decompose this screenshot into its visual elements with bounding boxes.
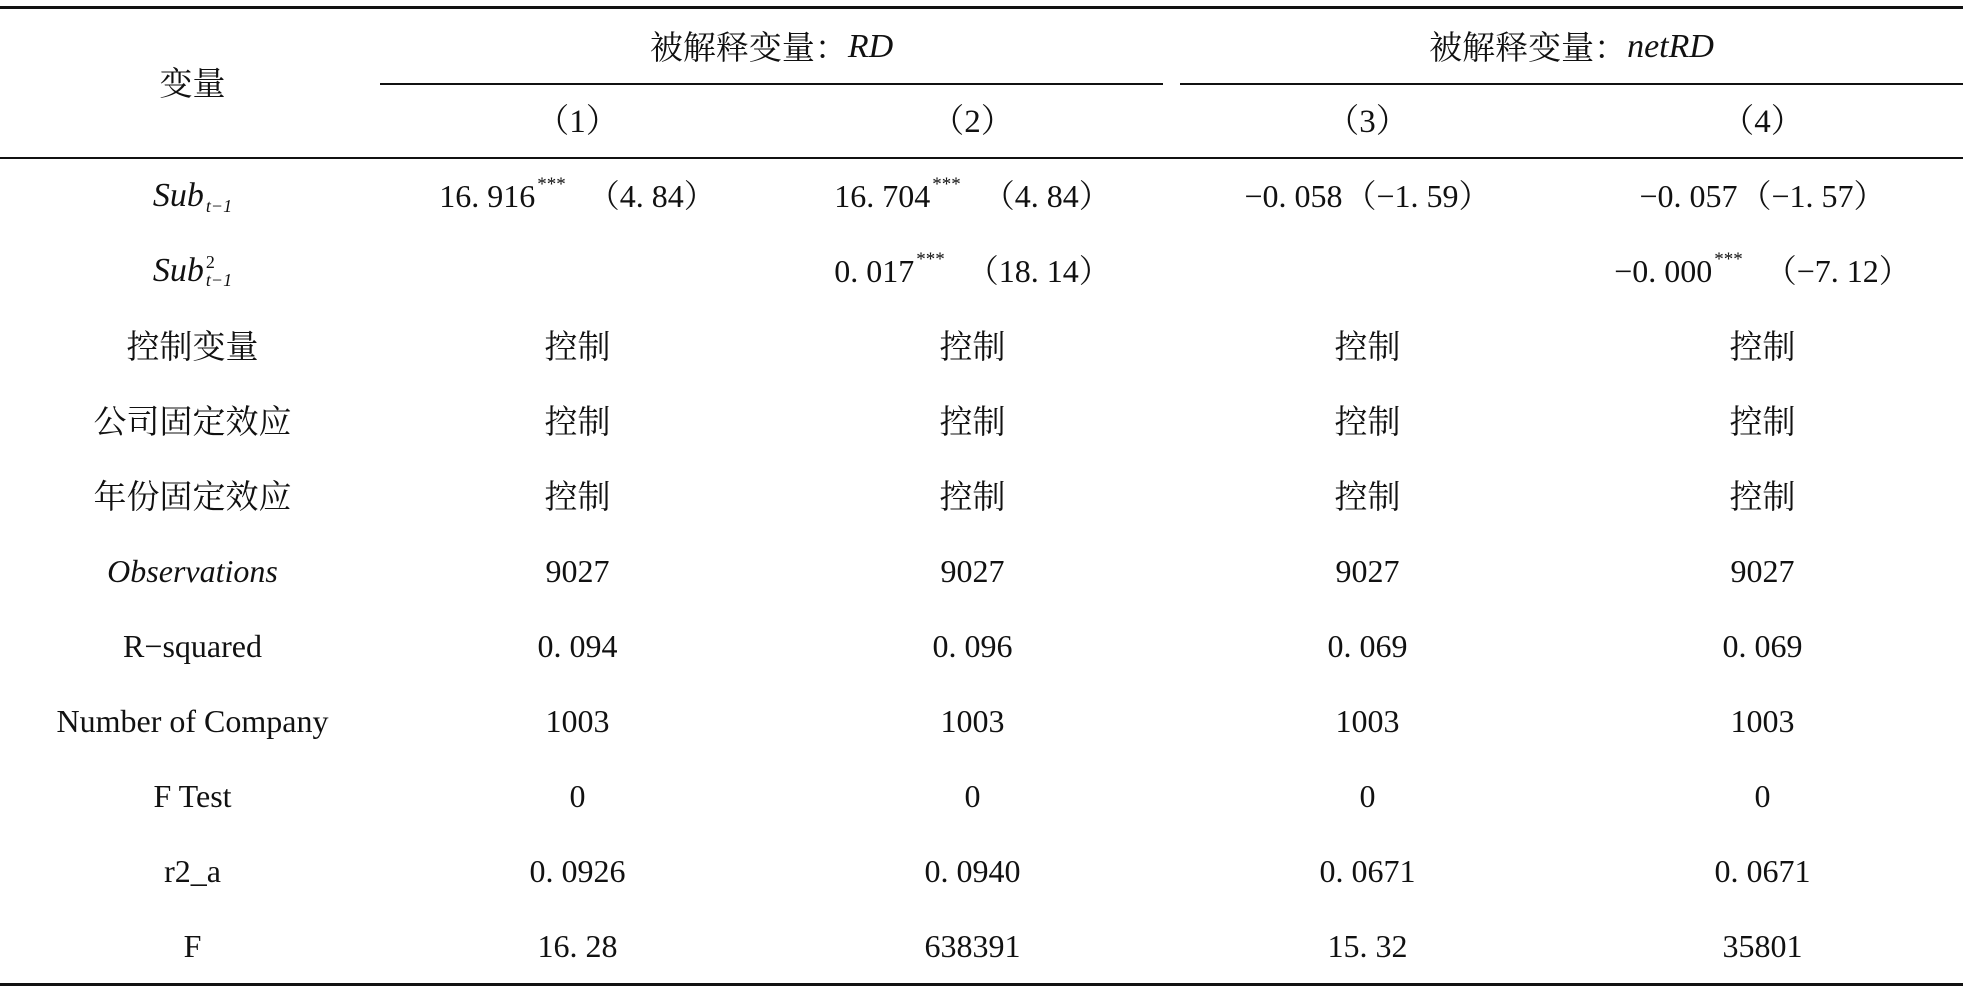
t-statistic: （18. 14） bbox=[966, 253, 1111, 289]
cell-controls-col2: 控制 bbox=[939, 326, 1006, 366]
t-statistic: （−1. 57） bbox=[1739, 178, 1886, 214]
cell-controls-col3: 控制 bbox=[1334, 326, 1401, 366]
cell-observations-col4: 9027 bbox=[1730, 553, 1795, 589]
coef: 0. 017 bbox=[834, 253, 915, 289]
coef: 16. 704 bbox=[834, 178, 931, 214]
cell-f-test-col1: 0 bbox=[569, 778, 586, 814]
cell-firm-fe-col2: 控制 bbox=[939, 401, 1006, 441]
cell-f-test-col2: 0 bbox=[964, 778, 981, 814]
cell-sub-lag-col1 bbox=[380, 166, 775, 226]
cell-number-of-company-col4: 1003 bbox=[1730, 703, 1795, 739]
row-label-sub-lag-main: Sub bbox=[152, 177, 204, 214]
cell-sub-squared-col1 bbox=[380, 241, 775, 301]
coef: −0. 000 bbox=[1614, 253, 1713, 289]
cell-sub-lag-col2 bbox=[775, 166, 1170, 226]
corner-label: 变量 bbox=[159, 63, 226, 103]
top-rule bbox=[0, 6, 1963, 9]
bottom-rule bbox=[0, 983, 1963, 986]
row-label-sub-squared-subscript: t−1 bbox=[205, 270, 233, 290]
column-header-3: （3） bbox=[1326, 103, 1409, 140]
cell-f-test-col3: 0 bbox=[1359, 778, 1376, 814]
coef: 16. 916 bbox=[439, 178, 536, 214]
cell-observations-col2: 9027 bbox=[940, 553, 1005, 589]
cell-r2-a-col4: 0. 0671 bbox=[1714, 853, 1811, 889]
group-header-netrd-var: netRD bbox=[1627, 28, 1714, 65]
coef: −0. 057 bbox=[1639, 178, 1738, 214]
column-header-1: （1） bbox=[536, 103, 619, 140]
row-label-sub-lag-subscript: t−1 bbox=[205, 196, 233, 216]
cell-year-fe-col4: 控制 bbox=[1729, 476, 1796, 516]
cell-f-col1: 16. 28 bbox=[537, 928, 618, 964]
group-rule-netrd bbox=[1180, 83, 1963, 85]
cell-firm-fe-col1: 控制 bbox=[544, 401, 611, 441]
cell-sub-lag-col4 bbox=[1565, 166, 1960, 226]
row-label-f: F bbox=[183, 928, 202, 964]
cell-observations-col1: 9027 bbox=[545, 553, 610, 589]
t-statistic: （4. 84） bbox=[982, 178, 1111, 214]
row-label-number-of-company: Number of Company bbox=[56, 703, 329, 739]
row-label-sub-squared-superscript: 2 bbox=[205, 252, 215, 272]
cell-r2-a-col2: 0. 0940 bbox=[924, 853, 1021, 889]
significance-stars: *** bbox=[916, 248, 945, 270]
cell-controls-col1: 控制 bbox=[544, 326, 611, 366]
cell-f-col2: 638391 bbox=[924, 928, 1021, 964]
column-header-4: （4） bbox=[1721, 103, 1804, 140]
row-label-controls: 控制变量 bbox=[126, 326, 259, 366]
row-label-f-test: F Test bbox=[153, 778, 232, 814]
significance-stars: *** bbox=[1714, 248, 1743, 270]
group-header-rd-prefix: 被解释变量： bbox=[649, 27, 848, 67]
column-header-2: （2） bbox=[931, 103, 1014, 140]
cell-controls-col4: 控制 bbox=[1729, 326, 1796, 366]
cell-number-of-company-col3: 1003 bbox=[1335, 703, 1400, 739]
t-statistic: （−7. 12） bbox=[1764, 253, 1911, 289]
cell-firm-fe-col3: 控制 bbox=[1334, 401, 1401, 441]
cell-sub-squared-col3 bbox=[1170, 241, 1565, 301]
t-statistic: （4. 84） bbox=[587, 178, 716, 214]
cell-sub-squared-col4 bbox=[1565, 241, 1960, 301]
row-label-sub-squared-lag bbox=[0, 241, 385, 301]
cell-sub-lag-col3 bbox=[1170, 166, 1565, 226]
cell-firm-fe-col4: 控制 bbox=[1729, 401, 1796, 441]
cell-number-of-company-col2: 1003 bbox=[940, 703, 1005, 739]
cell-r-squared-col4: 0. 069 bbox=[1722, 628, 1803, 664]
coef: −0. 058 bbox=[1244, 178, 1343, 214]
cell-r-squared-col1: 0. 094 bbox=[537, 628, 618, 664]
cell-observations-col3: 9027 bbox=[1335, 553, 1400, 589]
group-header-netrd bbox=[1180, 14, 1963, 80]
cell-f-col3: 15. 32 bbox=[1327, 928, 1408, 964]
significance-stars: *** bbox=[932, 173, 961, 195]
row-label-firm-fe: 公司固定效应 bbox=[93, 401, 292, 441]
group-header-netrd-prefix: 被解释变量： bbox=[1429, 27, 1628, 67]
cell-year-fe-col2: 控制 bbox=[939, 476, 1006, 516]
cell-f-test-col4: 0 bbox=[1754, 778, 1771, 814]
header-rule bbox=[0, 157, 1963, 159]
cell-r2-a-col1: 0. 0926 bbox=[529, 853, 626, 889]
significance-stars: *** bbox=[537, 173, 566, 195]
cell-r2-a-col3: 0. 0671 bbox=[1319, 853, 1416, 889]
cell-r-squared-col3: 0. 069 bbox=[1327, 628, 1408, 664]
t-statistic: （−1. 59） bbox=[1344, 178, 1491, 214]
row-label-sub-lag bbox=[0, 166, 385, 226]
cell-r-squared-col2: 0. 096 bbox=[932, 628, 1013, 664]
group-header-rd-var: RD bbox=[847, 28, 894, 65]
row-label-observations: Observations bbox=[107, 553, 278, 589]
cell-f-col4: 35801 bbox=[1722, 928, 1803, 964]
cell-year-fe-col1: 控制 bbox=[544, 476, 611, 516]
group-rule-rd bbox=[380, 83, 1163, 85]
row-label-year-fe: 年份固定效应 bbox=[93, 476, 292, 516]
group-header-rd bbox=[380, 14, 1163, 80]
cell-number-of-company-col1: 1003 bbox=[545, 703, 610, 739]
cell-sub-squared-col2 bbox=[775, 241, 1170, 301]
row-label-r2-a: r2_a bbox=[164, 853, 221, 889]
row-label-r-squared: R−squared bbox=[123, 628, 262, 664]
row-label-sub-squared-main: Sub bbox=[152, 252, 204, 289]
cell-year-fe-col3: 控制 bbox=[1334, 476, 1401, 516]
